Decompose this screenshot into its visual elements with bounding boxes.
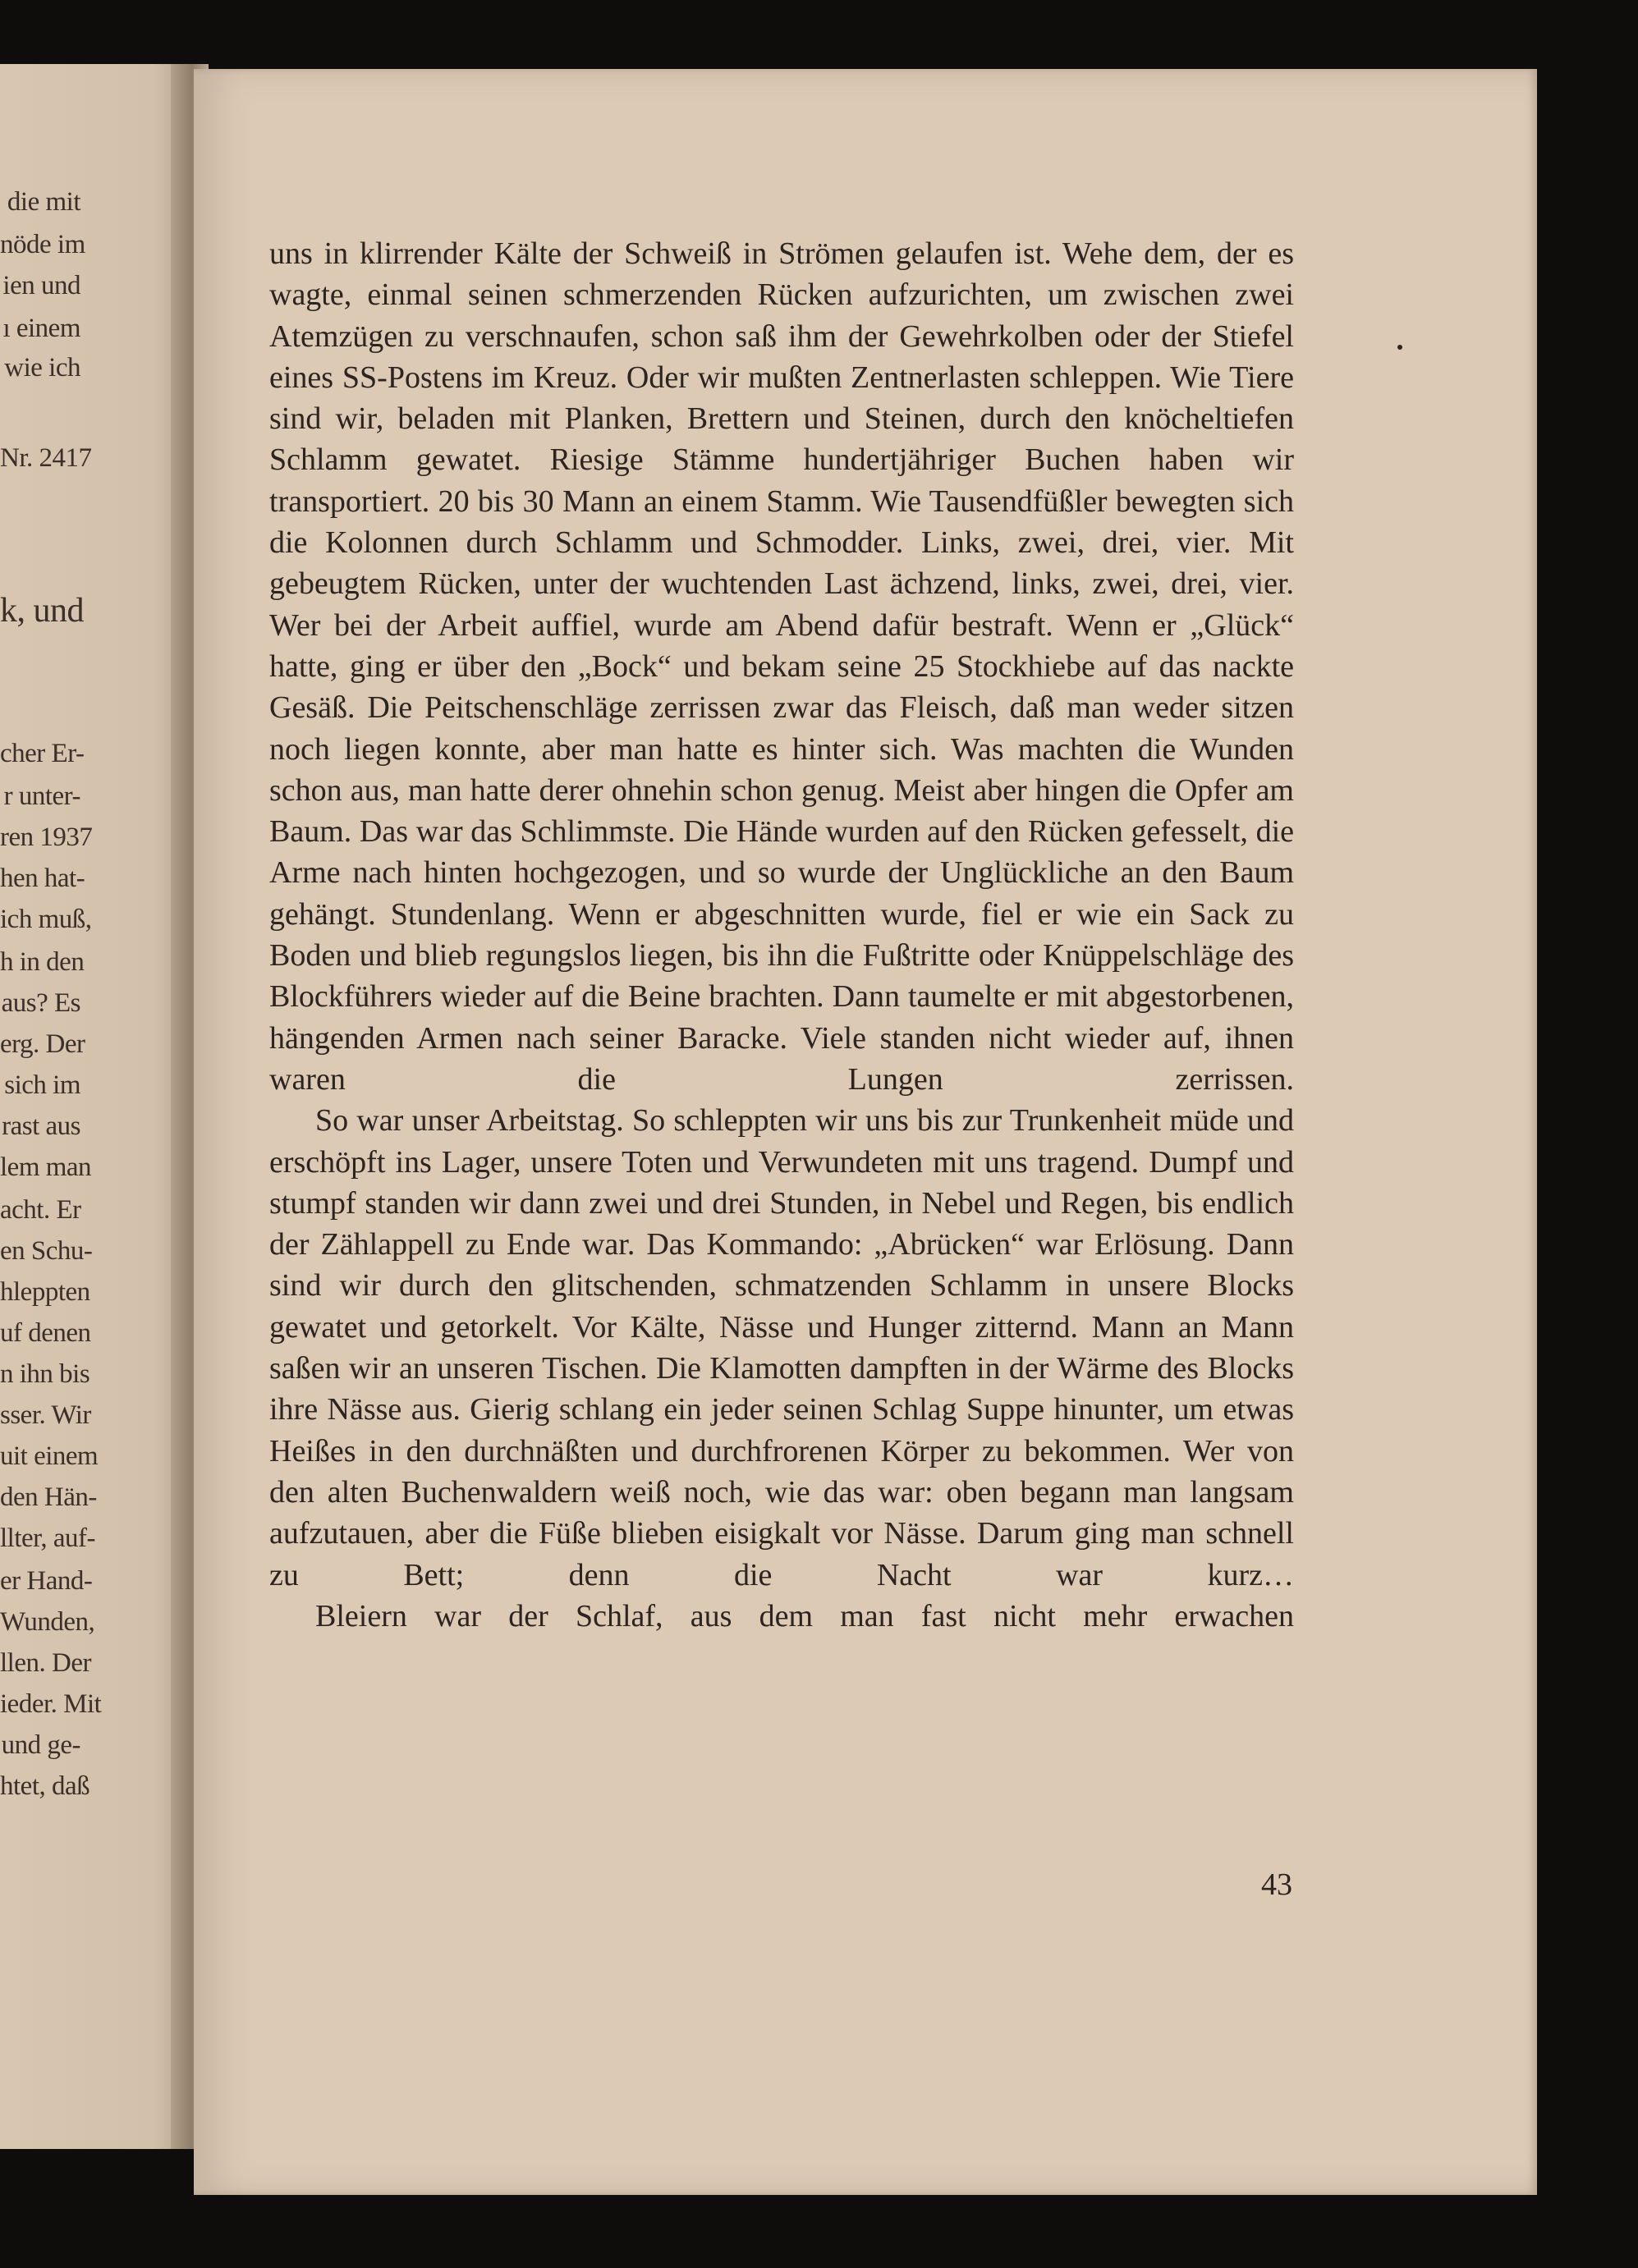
left-page-line-1: die mit — [7, 187, 80, 217]
left-page-line-14: aus? Es — [1, 988, 80, 1018]
right-page — [194, 69, 1537, 2195]
paragraph-1: uns in klirrender Kälte der Schweiß in Strömen gelaufen ist. Wehe dem, der es wagte, einmal seinen schmerzenden Rücken aufzurichten, um zwischen zwei Atemzügen zu verschnaufen, schon saß ihm der Gewehrkolben oder der Stiefel eines SS-Postens im Kreuz. Oder wir mußten Zentnerlasten schleppen. Wie Tiere sind wir, beladen mit Planken, Brettern und Steinen, durch den knöcheltiefen Schlamm gewatet. Riesige Stämme hundertjähriger Buchen haben wir transportiert. 20 bis 30 Mann an einem Stamm. Wie Tausendfüßler bewegten sich die Kolonnen durch Schlamm und Schmodder. Links, zwei, drei, vier. Mit gebeugtem Rücken, unter der wuchtenden Last ächzend, links, zwei, drei, vier. Wer bei der Arbeit auffiel, wurde am Abend dafür bestraft. Wenn er „Glück“ hatte, ging er über den „Bock“ und bekam seine 25 Stockhiebe auf das nackte Gesäß. Die Peitschenschläge zerrissen zwar das Fleisch, daß man weder sitzen noch liegen konnte, aber man hatte es hinter sich. Was machten die Wunden schon aus, man hatte derer ohnehin schon genug. Meist aber hingen die Opfer am Baum. Das war das Schlimmste. Die Hände wurden auf den Rücken gefesselt, die Arme nach hinten hochgezogen, und so wurde der Unglückliche an den Baum gehängt. Stundenlang. Wenn er abgeschnitten wurde, fiel er wie ein Sack zu Boden und blieb regungslos liegen, bis ihn die Fußtritte oder Knüppelschläge des Blockführers wieder auf die Beine brachten. Dann taumelte er mit abgestorbenen, hängenden Armen nach seiner Baracke. Viele standen nicht wieder auf, ihnen waren die Lungen zerrissen. — [269, 236, 1294, 1097]
left-page-line-28: er Hand- — [0, 1566, 93, 1596]
left-page-line-3: ien und — [2, 271, 80, 300]
left-page-line-26: den Hän- — [0, 1482, 97, 1512]
left-page-line-9: r unter- — [3, 781, 80, 811]
left-page-line-17: rast aus — [2, 1111, 80, 1141]
left-page-line-32: und ge- — [1, 1730, 80, 1760]
body-text — [269, 233, 1294, 1637]
left-page-line-8: cher Er- — [0, 739, 85, 768]
left-page-line-16: sich im — [4, 1070, 80, 1100]
left-page-line-30: llen. Der — [0, 1648, 91, 1678]
left-page-line-12: ich muß, — [0, 905, 92, 934]
paragraph-3: Bleiern war der Schlaf, aus dem man fast nicht mehr erwachen — [315, 1598, 1294, 1633]
left-page-line-25: uit einem — [0, 1441, 99, 1471]
left-page-line-4: ı einem — [2, 314, 80, 343]
left-page-line-6: Nr. 2417 — [0, 443, 92, 473]
left-page-line-33: htet, daß — [0, 1771, 90, 1801]
left-page-line-22: uf denen — [0, 1318, 91, 1348]
left-page-line-15: erg. Der — [0, 1029, 85, 1059]
speck-mark — [1397, 345, 1402, 350]
left-page-line-18: lem man — [0, 1152, 92, 1182]
left-page-line-20: en Schu- — [0, 1236, 93, 1266]
paragraph-2: So war unser Arbeitstag. So schleppten wir uns bis zur Trunkenheit müde und erschöpft ins Lager, unsere Toten und Verwundeten mit uns tragend. Dumpf und stumpf standen wir dann zwei und drei Stunden, in Nebel und Regen, bis endlich der Zählappell zu Ende war. Das Kommando: „Abrücken“ war Erlösung. Dann sind wir durch den glitschenden, schmatzenden Schlamm in unsere Blocks gewatet und getorkelt. Vor Kälte, Nässe und Hunger zitternd. Mann an Mann saßen wir an unseren Tischen. Die Klamotten dampften in der Wärme des Blocks ihre Nässe aus. Gierig schlang ein jeder seinen Schlag Suppe hinunter, um etwas Heißes in den durchnäßten und durchfrorenen Körper zu bekommen. Wer von den alten Buchenwaldern weiß noch, wie das war: oben begann man langsam aufzutauen, aber die Füße blieben eisigkalt vor Nässe. Darum ging man schnell zu Bett; denn die Nacht war kurz… — [269, 1103, 1294, 1592]
left-page — [0, 64, 190, 2149]
left-page-line-2: nöde im — [0, 230, 85, 259]
left-page-line-5: wie ich — [4, 353, 80, 383]
left-page-line-11: hen hat- — [0, 864, 85, 893]
left-page-line-31: ieder. Mit — [0, 1689, 102, 1719]
left-page-line-21: hleppten — [0, 1277, 90, 1307]
left-page-line-10: ren 1937 — [0, 822, 93, 852]
page-number: 43 — [1261, 1867, 1292, 1902]
left-page-line-23: n ihn bis — [0, 1359, 90, 1389]
left-page-line-7: k, und — [0, 592, 84, 630]
left-page-line-19: acht. Er — [0, 1195, 81, 1225]
left-page-line-27: llter, auf- — [0, 1523, 95, 1553]
left-page-line-29: Wunden, — [0, 1607, 95, 1637]
left-page-line-24: sser. Wir — [0, 1400, 91, 1430]
left-page-line-13: h in den — [0, 947, 85, 977]
